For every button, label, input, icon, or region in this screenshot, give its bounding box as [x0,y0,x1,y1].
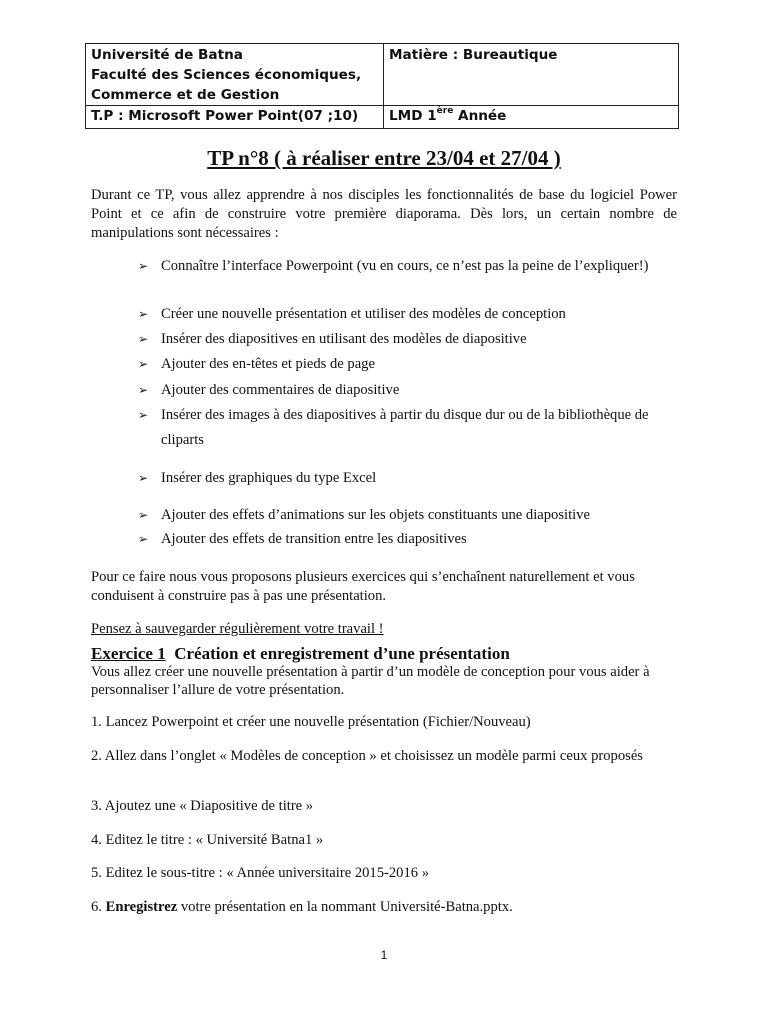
list-item-text: Insérer des images à des diapositives à partir du disque dur ou de la bibliothèque de cliparts [161,407,649,448]
level-cell [384,106,679,129]
list-item-text: Ajouter des en-têtes et pieds de page [161,356,375,372]
arrow-bullet-icon: ➢ [138,471,149,485]
exercise-step: 4. Editez le titre : « Université Batna1 » [91,832,324,848]
outro-paragraph: Pour ce faire nous vous proposons plusieurs exercices qui s’enchaînent naturellement et vous conduisent à construire pas à pas une présentation. [91,569,635,604]
level-superscript: ère [436,106,454,117]
arrow-bullet-icon: ➢ [138,383,149,397]
list-item-text: Ajouter des effets d’animations sur les objets constituants une diapositive [161,507,590,523]
faculty-name-line2: Commerce et de Gestion [91,87,280,103]
subject-label: Matière : Bureautique [389,47,558,63]
arrow-bullet-icon: ➢ [138,532,149,546]
exercise-heading [91,644,510,664]
university-name: Université de Batna [91,47,243,63]
exercise-step: 2. Allez dans l’onglet « Modèles de conception » et choisissez un modèle parmi ceux proposés [91,748,643,764]
exercise-step: 5. Editez le sous-titre : « Année universitaire 2015-2016 » [91,865,430,881]
faculty-name-line1: Faculté des Sciences économiques, [91,67,362,83]
step-bold-keyword: Enregistrez [105,899,178,915]
exercise-intro: Vous allez créer une nouvelle présentation à partir d’un modèle de conception pour vous aider à personnaliser l’allure de votre présentation. [91,664,650,698]
exercise-step [91,898,677,916]
arrow-bullet-icon: ➢ [138,332,149,346]
step-text: votre présentation en la nommant Université-Batna.pptx. [177,899,513,915]
header-table [85,43,679,129]
list-item-text: Ajouter des commentaires de diapositive [161,382,400,398]
university-cell [86,44,384,106]
exercise-step: 1. Lancez Powerpoint et créer une nouvelle présentation (Fichier/Nouveau) [91,714,531,730]
arrow-bullet-icon: ➢ [138,508,149,522]
list-item-text: Insérer des graphiques du type Excel [161,470,377,486]
exercise-title: Création et enregistrement d’une présentation [174,644,510,663]
list-item-text: Créer une nouvelle présentation et utiliser des modèles de conception [161,306,566,322]
arrow-bullet-icon: ➢ [138,259,149,273]
intro-paragraph: Durant ce TP, vous allez apprendre à nos disciples les fonctionnalités de base du logiciel Power Point et ce afin de construire votre première diaporama. Dès lors, un certain nombre de manipulations sont nécessaires : [91,187,677,241]
document-title: TP n°8 ( à réaliser entre 23/04 et 27/04 ) [207,146,561,170]
subject-cell [384,44,679,106]
level-prefix: LMD 1 [389,108,437,124]
arrow-bullet-icon: ➢ [138,408,149,422]
tp-title: T.P : Microsoft Power Point(07 ;10) [91,108,359,124]
list-item-text: Insérer des diapositives en utilisant des modèles de diapositive [161,331,527,347]
exercise-number: Exercice 1 [91,644,166,663]
exercise-step: 3. Ajoutez une « Diapositive de titre » [91,798,314,814]
list-item-text: Ajouter des effets de transition entre les diapositives [161,531,467,547]
save-reminder: Pensez à sauvegarder régulièrement votre travail ! [91,621,384,637]
tp-title-cell [86,106,384,129]
step-number: 6. [91,899,106,915]
arrow-bullet-icon: ➢ [138,357,149,371]
level-suffix: Année [453,108,507,124]
page-number: 1 [380,948,388,962]
arrow-bullet-icon: ➢ [138,307,149,321]
list-item-text: Connaître l’interface Powerpoint (vu en cours, ce n’est pas la peine de l’expliquer!) [161,258,649,274]
